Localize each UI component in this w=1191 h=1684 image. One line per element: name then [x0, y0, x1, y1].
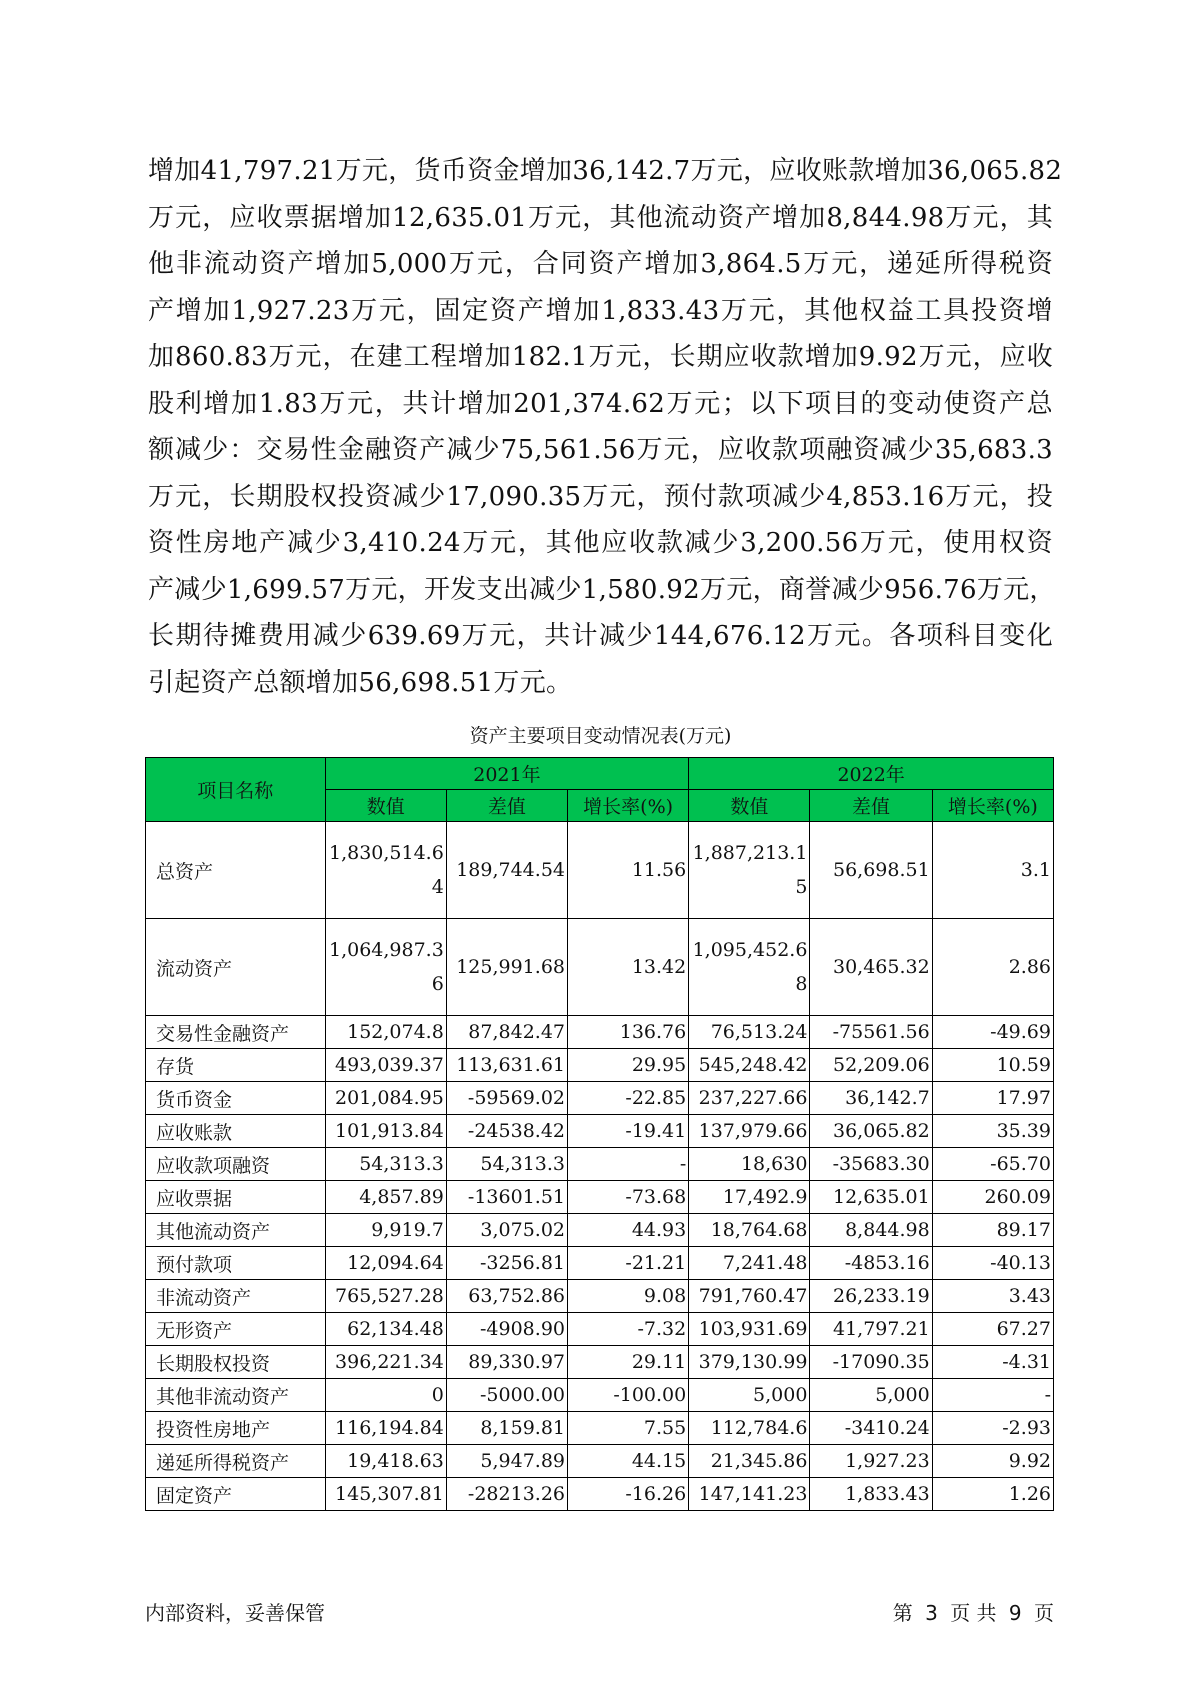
cell-growth-2021: -16.26 — [568, 1478, 689, 1511]
cell-diff-2021: -59569.02 — [446, 1082, 567, 1115]
cell-growth-2022: 3.1 — [932, 822, 1053, 919]
table-row — [146, 1313, 1054, 1346]
cell-value-2021: 152,074.8 — [325, 1016, 446, 1049]
footer-confidential-note: 内部资料，妥善保管 — [145, 1601, 325, 1625]
row-item-name: 其他流动资产 — [146, 1214, 326, 1247]
cell-growth-2022: 17.97 — [932, 1082, 1053, 1115]
cell-growth-2022: -65.70 — [932, 1148, 1053, 1181]
cell-growth-2022: 9.92 — [932, 1445, 1053, 1478]
cell-growth-2022: 1.26 — [932, 1478, 1053, 1511]
cell-value-2021: 493,039.37 — [325, 1049, 446, 1082]
cell-diff-2021: 3,075.02 — [446, 1214, 567, 1247]
row-item-name: 长期股权投资 — [146, 1346, 326, 1379]
table-row — [146, 1247, 1054, 1280]
cell-value-2021: 1,830,514.64 — [328, 842, 444, 898]
paragraph-line: 万元，长期股权投资减少17,090.35万元，预付款项减少4,853.16万元，投 — [148, 481, 1053, 512]
table-row — [146, 1280, 1054, 1313]
paragraph-line: 额减少：交易性金融资产减少75,561.56万元，应收款项融资减少35,683.3 — [148, 435, 1053, 465]
cell-diff-2021: -13601.51 — [446, 1181, 567, 1214]
cell-diff-2021: 89,330.97 — [446, 1346, 567, 1379]
cell-diff-2021: 87,842.47 — [446, 1016, 567, 1049]
table-row — [146, 1115, 1054, 1148]
cell-growth-2021: -21.21 — [568, 1247, 689, 1280]
paragraph-line: 加860.83万元，在建工程增加182.1万元，长期应收款增加9.92万元，应收 — [148, 342, 1053, 372]
table-row — [146, 1082, 1054, 1115]
row-item-name: 无形资产 — [146, 1313, 326, 1346]
cell-wrap — [325, 919, 446, 1016]
cell-diff-2021: 113,631.61 — [446, 1049, 567, 1082]
cell-value-2022: 21,345.86 — [689, 1445, 810, 1478]
cell-diff-2022: 5,000 — [810, 1379, 932, 1412]
cell-value-2021: 62,134.48 — [325, 1313, 446, 1346]
cell-value-2022: 237,227.66 — [689, 1082, 810, 1115]
page-suffix: 页 — [1034, 1601, 1054, 1625]
cell-diff-2021: -24538.42 — [446, 1115, 567, 1148]
paragraph-line: 股利增加1.83万元，共计增加201,374.62万元；以下项目的变动使资产总 — [148, 388, 1053, 419]
cell-value-2021: 145,307.81 — [325, 1478, 446, 1511]
cell-growth-2022: -4.31 — [932, 1346, 1053, 1379]
row-item-name: 存货 — [146, 1049, 326, 1082]
cell-value-2021: 9,919.7 — [325, 1214, 446, 1247]
cell-growth-2021: 9.08 — [568, 1280, 689, 1313]
cell-growth-2022: -2.93 — [932, 1412, 1053, 1445]
header-value-2021: 数值 — [325, 790, 446, 822]
cell-growth-2021: 29.95 — [568, 1049, 689, 1082]
cell-diff-2022: 26,233.19 — [810, 1280, 932, 1313]
header-year-2022: 2022年 — [689, 758, 1054, 790]
row-item-name: 应收票据 — [146, 1181, 326, 1214]
paragraph-line: 产增加1,927.23万元，固定资产增加1,833.43万元，其他权益工具投资增 — [148, 295, 1053, 326]
cell-diff-2021: -28213.26 — [446, 1478, 567, 1511]
cell-value-2022: 76,513.24 — [689, 1016, 810, 1049]
cell-value-2022: 1,095,452.68 — [692, 939, 808, 995]
cell-growth-2022: 260.09 — [932, 1181, 1053, 1214]
cell-growth-2022: 67.27 — [932, 1313, 1053, 1346]
cell-growth-2022: - — [932, 1379, 1053, 1412]
cell-value-2022: 147,141.23 — [689, 1478, 810, 1511]
cell-value-2022: 18,630 — [689, 1148, 810, 1181]
table-row — [146, 919, 1054, 1016]
cell-value-2021: 201,084.95 — [325, 1082, 446, 1115]
table-row — [146, 1379, 1054, 1412]
cell-diff-2022: -35683.30 — [810, 1148, 932, 1181]
cell-diff-2022: 52,209.06 — [810, 1049, 932, 1082]
cell-growth-2021: 29.11 — [568, 1346, 689, 1379]
row-item-name: 流动资产 — [146, 919, 326, 1016]
row-item-name: 货币资金 — [146, 1082, 326, 1115]
cell-growth-2022: -40.13 — [932, 1247, 1053, 1280]
footer-page-number — [887, 1597, 1054, 1626]
cell-growth-2022: 2.86 — [932, 919, 1053, 1016]
cell-growth-2021: 13.42 — [568, 919, 689, 1016]
cell-value-2022: 17,492.9 — [689, 1181, 810, 1214]
cell-diff-2021: 5,947.89 — [446, 1445, 567, 1478]
table-row — [146, 1346, 1054, 1379]
header-growth-2021: 增长率(%) — [568, 790, 689, 822]
cell-diff-2022: -3410.24 — [810, 1412, 932, 1445]
asset-change-table — [145, 757, 1054, 1511]
cell-value-2022: 791,760.47 — [689, 1280, 810, 1313]
cell-value-2022: 379,130.99 — [689, 1346, 810, 1379]
cell-growth-2021: 44.15 — [568, 1445, 689, 1478]
row-item-name: 非流动资产 — [146, 1280, 326, 1313]
cell-value-2022: 545,248.42 — [689, 1049, 810, 1082]
table-row — [146, 1214, 1054, 1247]
cell-diff-2022: -17090.35 — [810, 1346, 932, 1379]
page-prefix: 第 — [892, 1601, 913, 1625]
cell-diff-2022: 41,797.21 — [810, 1313, 932, 1346]
cell-value-2021: 54,313.3 — [325, 1148, 446, 1181]
header-year-2021: 2021年 — [325, 758, 689, 790]
cell-diff-2022: 1,833.43 — [810, 1478, 932, 1511]
cell-wrap — [689, 822, 810, 919]
cell-growth-2021: -7.32 — [568, 1313, 689, 1346]
table-row — [146, 1049, 1054, 1082]
cell-diff-2022: 8,844.98 — [810, 1214, 932, 1247]
paragraph-line: 资性房地产减少3,410.24万元，其他应收款减少3,200.56万元，使用权资 — [148, 528, 1053, 558]
header-diff-2022: 差值 — [810, 790, 932, 822]
cell-diff-2022: 36,142.7 — [810, 1082, 932, 1115]
header-growth-2022: 增长率(%) — [932, 790, 1053, 822]
cell-growth-2021: - — [568, 1148, 689, 1181]
cell-diff-2022: 36,065.82 — [810, 1115, 932, 1148]
paragraph-line: 产减少1,699.57万元，开发支出减少1,580.92万元，商誉减少956.76万元， — [148, 574, 1056, 605]
cell-value-2022: 112,784.6 — [689, 1412, 810, 1445]
paragraph-line: 引起资产总额增加56,698.51万元。 — [148, 667, 573, 698]
paragraph-line: 他非流动资产增加5,000万元，合同资产增加3,864.5万元，递延所得税资 — [148, 249, 1053, 279]
cell-value-2022: 1,887,213.15 — [692, 842, 808, 898]
cell-diff-2022: -4853.16 — [810, 1247, 932, 1280]
cell-diff-2021: -4908.90 — [446, 1313, 567, 1346]
cell-value-2022: 137,979.66 — [689, 1115, 810, 1148]
header-item-name: 项目名称 — [146, 758, 326, 822]
paragraph-line: 增加41,797.21万元，货币资金增加36,142.7万元，应收账款增加36,065.82 — [148, 156, 1063, 186]
cell-value-2021: 12,094.64 — [325, 1247, 446, 1280]
cell-value-2022: 5,000 — [689, 1379, 810, 1412]
cell-growth-2021: -100.00 — [568, 1379, 689, 1412]
cell-value-2022: 103,931.69 — [689, 1313, 810, 1346]
cell-wrap — [689, 919, 810, 1016]
cell-growth-2021: -19.41 — [568, 1115, 689, 1148]
table-row — [146, 1148, 1054, 1181]
row-item-name: 投资性房地产 — [146, 1412, 326, 1445]
table-row — [146, 1016, 1054, 1049]
table-body — [146, 822, 1054, 1511]
cell-diff-2022: -75561.56 — [810, 1016, 932, 1049]
table-row — [146, 822, 1054, 919]
cell-value-2021: 116,194.84 — [325, 1412, 446, 1445]
cell-value-2021: 19,418.63 — [325, 1445, 446, 1478]
table-row — [146, 1181, 1054, 1214]
cell-growth-2021: -22.85 — [568, 1082, 689, 1115]
cell-growth-2021: 11.56 — [568, 822, 689, 919]
cell-value-2022: 7,241.48 — [689, 1247, 810, 1280]
cell-diff-2021: 63,752.86 — [446, 1280, 567, 1313]
table-row — [146, 1412, 1054, 1445]
cell-diff-2022: 12,635.01 — [810, 1181, 932, 1214]
cell-growth-2022: 10.59 — [932, 1049, 1053, 1082]
row-item-name: 应收账款 — [146, 1115, 326, 1148]
cell-diff-2021: -3256.81 — [446, 1247, 567, 1280]
row-item-name: 固定资产 — [146, 1478, 326, 1511]
paragraph-line: 万元，应收票据增加12,635.01万元，其他流动资产增加8,844.98万元，其 — [148, 202, 1053, 233]
cell-growth-2021: 7.55 — [568, 1412, 689, 1445]
cell-growth-2022: 3.43 — [932, 1280, 1053, 1313]
page-mid: 页 共 — [950, 1601, 997, 1625]
cell-diff-2021: 8,159.81 — [446, 1412, 567, 1445]
cell-growth-2021: 44.93 — [568, 1214, 689, 1247]
cell-value-2021: 4,857.89 — [325, 1181, 446, 1214]
body-paragraph — [148, 148, 1063, 706]
paragraph-line: 长期待摊费用减少639.69万元，共计减少144,676.12万元。各项科目变化 — [148, 621, 1053, 651]
header-value-2022: 数值 — [689, 790, 810, 822]
cell-value-2021: 101,913.84 — [325, 1115, 446, 1148]
cell-value-2021: 765,527.28 — [325, 1280, 446, 1313]
table-caption: 资产主要项目变动情况表(万元) — [469, 725, 732, 747]
cell-wrap — [325, 822, 446, 919]
row-item-name: 预付款项 — [146, 1247, 326, 1280]
row-item-name: 应收款项融资 — [146, 1148, 326, 1181]
cell-growth-2022: -49.69 — [932, 1016, 1053, 1049]
cell-value-2021: 1,064,987.36 — [328, 939, 444, 995]
cell-value-2021: 0 — [325, 1379, 446, 1412]
page-total: 9 — [1008, 1601, 1022, 1625]
cell-diff-2022: 1,927.23 — [810, 1445, 932, 1478]
table-row — [146, 1478, 1054, 1511]
table-row — [146, 1445, 1054, 1478]
row-item-name: 总资产 — [146, 822, 326, 919]
cell-diff-2022: 56,698.51 — [810, 822, 932, 919]
cell-growth-2021: 136.76 — [568, 1016, 689, 1049]
cell-diff-2022: 30,465.32 — [810, 919, 932, 1016]
cell-diff-2021: 125,991.68 — [446, 919, 567, 1016]
row-item-name: 其他非流动资产 — [146, 1379, 326, 1412]
row-item-name: 递延所得税资产 — [146, 1445, 326, 1478]
cell-growth-2021: -73.68 — [568, 1181, 689, 1214]
header-diff-2021: 差值 — [446, 790, 567, 822]
cell-diff-2021: 54,313.3 — [446, 1148, 567, 1181]
cell-growth-2022: 35.39 — [932, 1115, 1053, 1148]
cell-diff-2021: 189,744.54 — [446, 822, 567, 919]
cell-value-2021: 396,221.34 — [325, 1346, 446, 1379]
cell-diff-2021: -5000.00 — [446, 1379, 567, 1412]
cell-value-2022: 18,764.68 — [689, 1214, 810, 1247]
cell-growth-2022: 89.17 — [932, 1214, 1053, 1247]
page-current: 3 — [925, 1601, 938, 1625]
row-item-name: 交易性金融资产 — [146, 1016, 326, 1049]
